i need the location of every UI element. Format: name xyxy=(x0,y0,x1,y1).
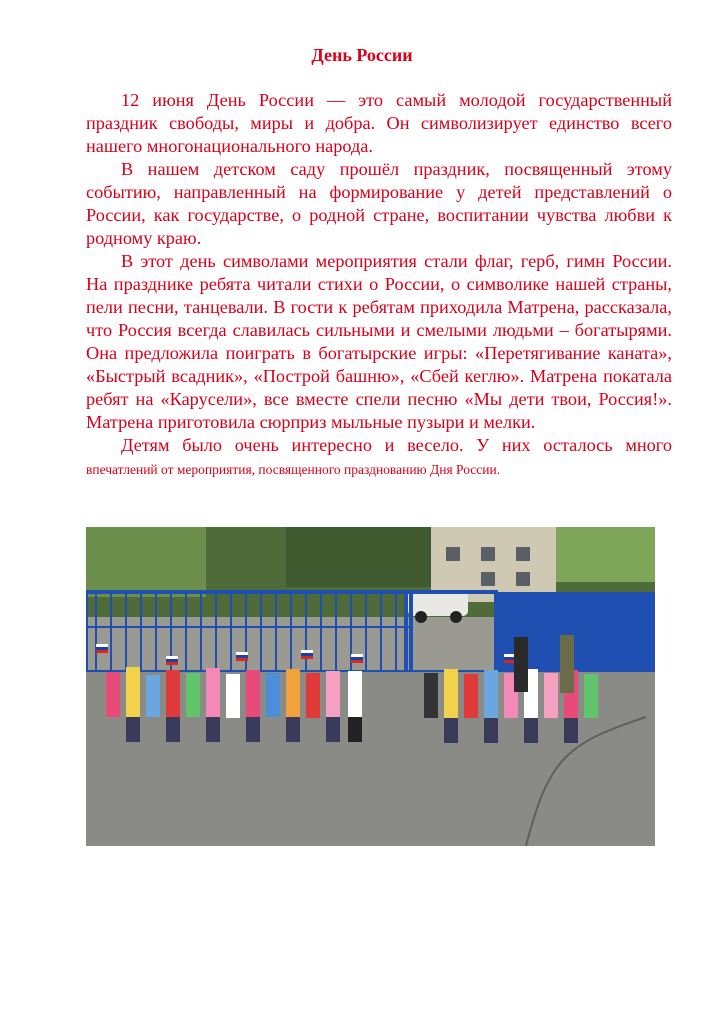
tree-center xyxy=(286,527,436,587)
building-window xyxy=(481,547,495,561)
event-photo xyxy=(86,527,655,846)
paragraph-conclusion xyxy=(86,434,672,481)
tree-right xyxy=(556,527,655,582)
car-wheel xyxy=(450,611,462,623)
event-photo-illustration xyxy=(86,527,655,846)
building-window xyxy=(446,547,460,561)
car-wheel xyxy=(415,611,427,623)
tree-left xyxy=(86,527,206,597)
adult-figure xyxy=(560,635,574,693)
page-title: День России xyxy=(311,45,413,65)
building-window xyxy=(516,572,530,586)
building-window xyxy=(481,572,495,586)
adult-figure xyxy=(514,637,528,692)
paragraph-kindergarten: В нашем детском саду прошёл праздник, посвященный этому событию, направленный на формирование у детей представлений о России, как государстве, о родной стране, воспитании чувства любви к родному краю. xyxy=(86,159,672,248)
building-window xyxy=(516,547,530,561)
paragraph-event: В этот день символами мероприятия стали флаг, герб, гимн России. На празднике ребята читали стихи о России, о символике нашей страны, пели песни, танцевали. В гости к ребятам приходила Матрена, рассказала, что Россия всегда славилась сильными и смелыми людьми – богатырями. Она предложила поиграть в богатырские игры: «Перетягивание каната», «Быстрый всадник», «Построй башню», «Сбей кеглю». Матрена покатала ребят на «Карусели», все вместе спели песню «Мы дети твои, Россия!». Матрена приготовила сюрприз мыльные пузыри и мелки. xyxy=(86,251,672,432)
conclusion-part-1: Детям было очень интересно и весело. У них осталось много xyxy=(121,435,672,455)
article-body xyxy=(86,89,672,481)
paragraph-intro: 12 июня День России — это самый молодой государственный праздник свободы, миры и добра. Он символизирует единство всего нашего многонационального народа. xyxy=(86,90,672,156)
conclusion-part-2: впечатлений от мероприятия, посвященного празднованию Дня России. xyxy=(86,462,501,477)
